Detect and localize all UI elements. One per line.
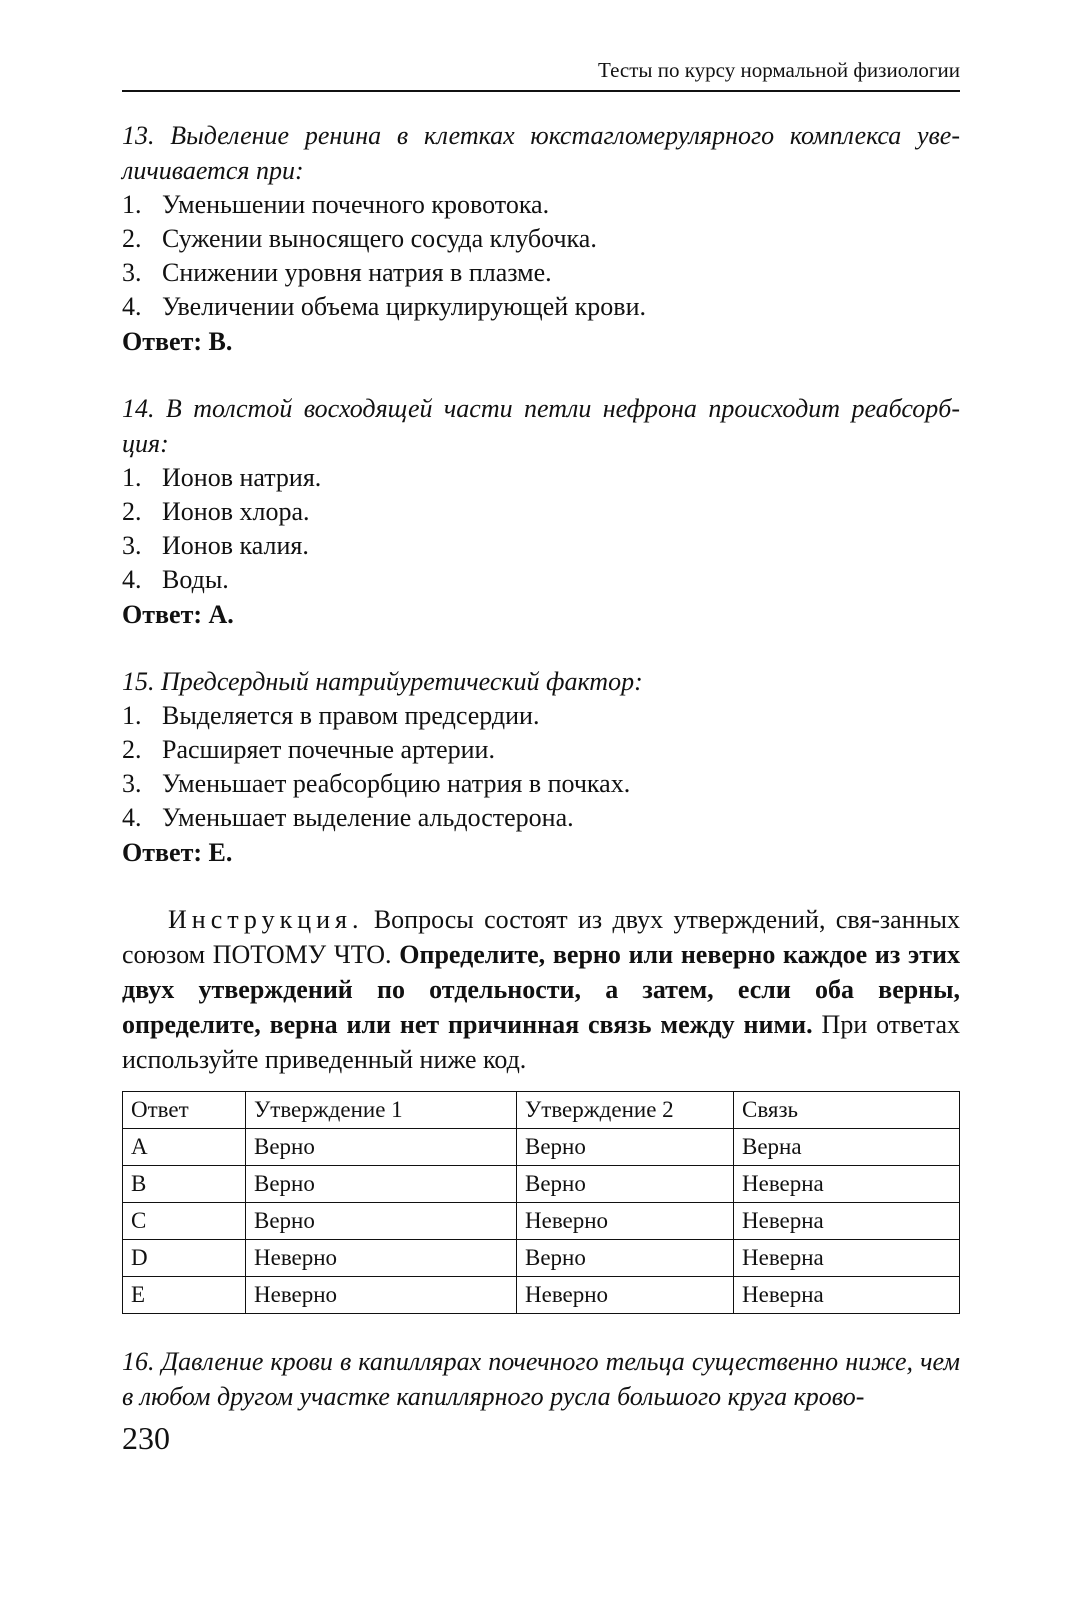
instruction-bold-text: Определите, верно или неверно каждое из этих двух утверждений по отдельности, а затем, если оба верны, определите, верна или нет причинная связь между ними. <box>122 940 960 1039</box>
option-text: Ионов натрия. <box>162 463 322 492</box>
question-title: 13. Выделение ренина в клетках юкстагломерулярного комплекса уве-личивается при: <box>122 121 960 185</box>
table-header-cell: Утверждение 1 <box>246 1092 517 1129</box>
option-item <box>122 733 960 767</box>
option-number: 3. <box>122 258 142 287</box>
instruction-paragraph <box>122 902 960 1077</box>
page-content <box>122 118 960 1414</box>
option-item <box>122 563 960 597</box>
table-cell: Верна <box>734 1129 960 1166</box>
option-item <box>122 461 960 495</box>
table-row <box>123 1166 960 1203</box>
option-item <box>122 529 960 563</box>
table-cell: E <box>123 1277 246 1314</box>
table-row <box>123 1129 960 1166</box>
option-number: 4. <box>122 565 142 594</box>
instruction-text: Вопросы состоят из двух утверждений, свя-занных союзом ПОТОМУ ЧТО. <box>122 905 960 969</box>
table-cell: B <box>123 1166 246 1203</box>
running-header: Тесты по курсу нормальной физиологии <box>598 58 960 82</box>
option-item <box>122 495 960 529</box>
option-text: Ионов калия. <box>162 531 309 560</box>
option-text: Уменьшает реабсорбцию натрия в почках. <box>162 769 631 798</box>
option-text: Воды. <box>162 565 229 594</box>
table-cell: C <box>123 1203 246 1240</box>
option-number: 2. <box>122 497 142 526</box>
table-cell: Верно <box>517 1166 734 1203</box>
question-title: 15. Предсердный натрийуретический фактор: <box>122 667 643 696</box>
option-list <box>122 188 960 324</box>
answer-line: Ответ: В. <box>122 327 233 356</box>
table-cell: Верно <box>246 1129 517 1166</box>
table-cell: Неверна <box>734 1277 960 1314</box>
table-cell: Верно <box>517 1240 734 1277</box>
option-item <box>122 699 960 733</box>
option-number: 2. <box>122 735 142 764</box>
question-14 <box>122 391 960 632</box>
option-number: 1. <box>122 190 142 219</box>
option-item <box>122 188 960 222</box>
table-cell: Неверно <box>517 1203 734 1240</box>
table-cell: Неверно <box>246 1240 517 1277</box>
table-cell: Верно <box>246 1203 517 1240</box>
table-header-cell: Связь <box>734 1092 960 1129</box>
option-text: Снижении уровня натрия в плазме. <box>162 258 552 287</box>
table-header-cell: Утверждение 2 <box>517 1092 734 1129</box>
option-number: 1. <box>122 701 142 730</box>
table-cell: Верно <box>517 1129 734 1166</box>
option-text: Уменьшает выделение альдостерона. <box>162 803 574 832</box>
table-cell: Верно <box>246 1166 517 1203</box>
option-item <box>122 801 960 835</box>
table-cell: Неверна <box>734 1203 960 1240</box>
option-item <box>122 767 960 801</box>
instruction-text: При ответах используйте приведенный ниже код. <box>122 1010 961 1074</box>
option-list <box>122 699 960 835</box>
instruction-lead: Инструкция. <box>168 905 364 934</box>
option-number: 2. <box>122 224 142 253</box>
option-text: Увеличении объема циркулирующей крови. <box>162 292 646 321</box>
question-15 <box>122 664 960 870</box>
option-text: Уменьшении почечного кровотока. <box>162 190 550 219</box>
option-list <box>122 461 960 597</box>
option-item <box>122 290 960 324</box>
answer-line: Ответ: А. <box>122 600 234 629</box>
option-number: 3. <box>122 531 142 560</box>
option-number: 3. <box>122 769 142 798</box>
question-16-title: 16. Давление крови в капиллярах почечного тельца существенно ниже, чем в любом другом участке капиллярного русла большого круга крово- <box>122 1347 960 1411</box>
table-row <box>123 1203 960 1240</box>
page-number: 230 <box>122 1420 170 1456</box>
table-cell: Неверна <box>734 1166 960 1203</box>
option-number: 4. <box>122 803 142 832</box>
option-number: 1. <box>122 463 142 492</box>
question-13 <box>122 118 960 359</box>
table-cell: Неверна <box>734 1240 960 1277</box>
table-cell: D <box>123 1240 246 1277</box>
question-title: 14. В толстой восходящей части петли нефрона происходит реабсорб-ция: <box>122 394 960 458</box>
option-text: Расширяет почечные артерии. <box>162 735 495 764</box>
answer-code-table <box>122 1091 960 1314</box>
option-text: Ионов хлора. <box>162 497 310 526</box>
option-item <box>122 256 960 290</box>
option-text: Сужении выносящего сосуда клубочка. <box>162 224 597 253</box>
table-cell: Неверно <box>517 1277 734 1314</box>
table-row <box>123 1277 960 1314</box>
table-cell: A <box>123 1129 246 1166</box>
answer-line: Ответ: Е. <box>122 838 233 867</box>
table-row <box>123 1240 960 1277</box>
table-cell: Неверно <box>246 1277 517 1314</box>
table-header-cell: Ответ <box>123 1092 246 1129</box>
table-header-row <box>123 1092 960 1129</box>
option-item <box>122 222 960 256</box>
option-text: Выделяется в правом предсердии. <box>162 701 540 730</box>
option-number: 4. <box>122 292 142 321</box>
header-rule <box>122 90 960 92</box>
